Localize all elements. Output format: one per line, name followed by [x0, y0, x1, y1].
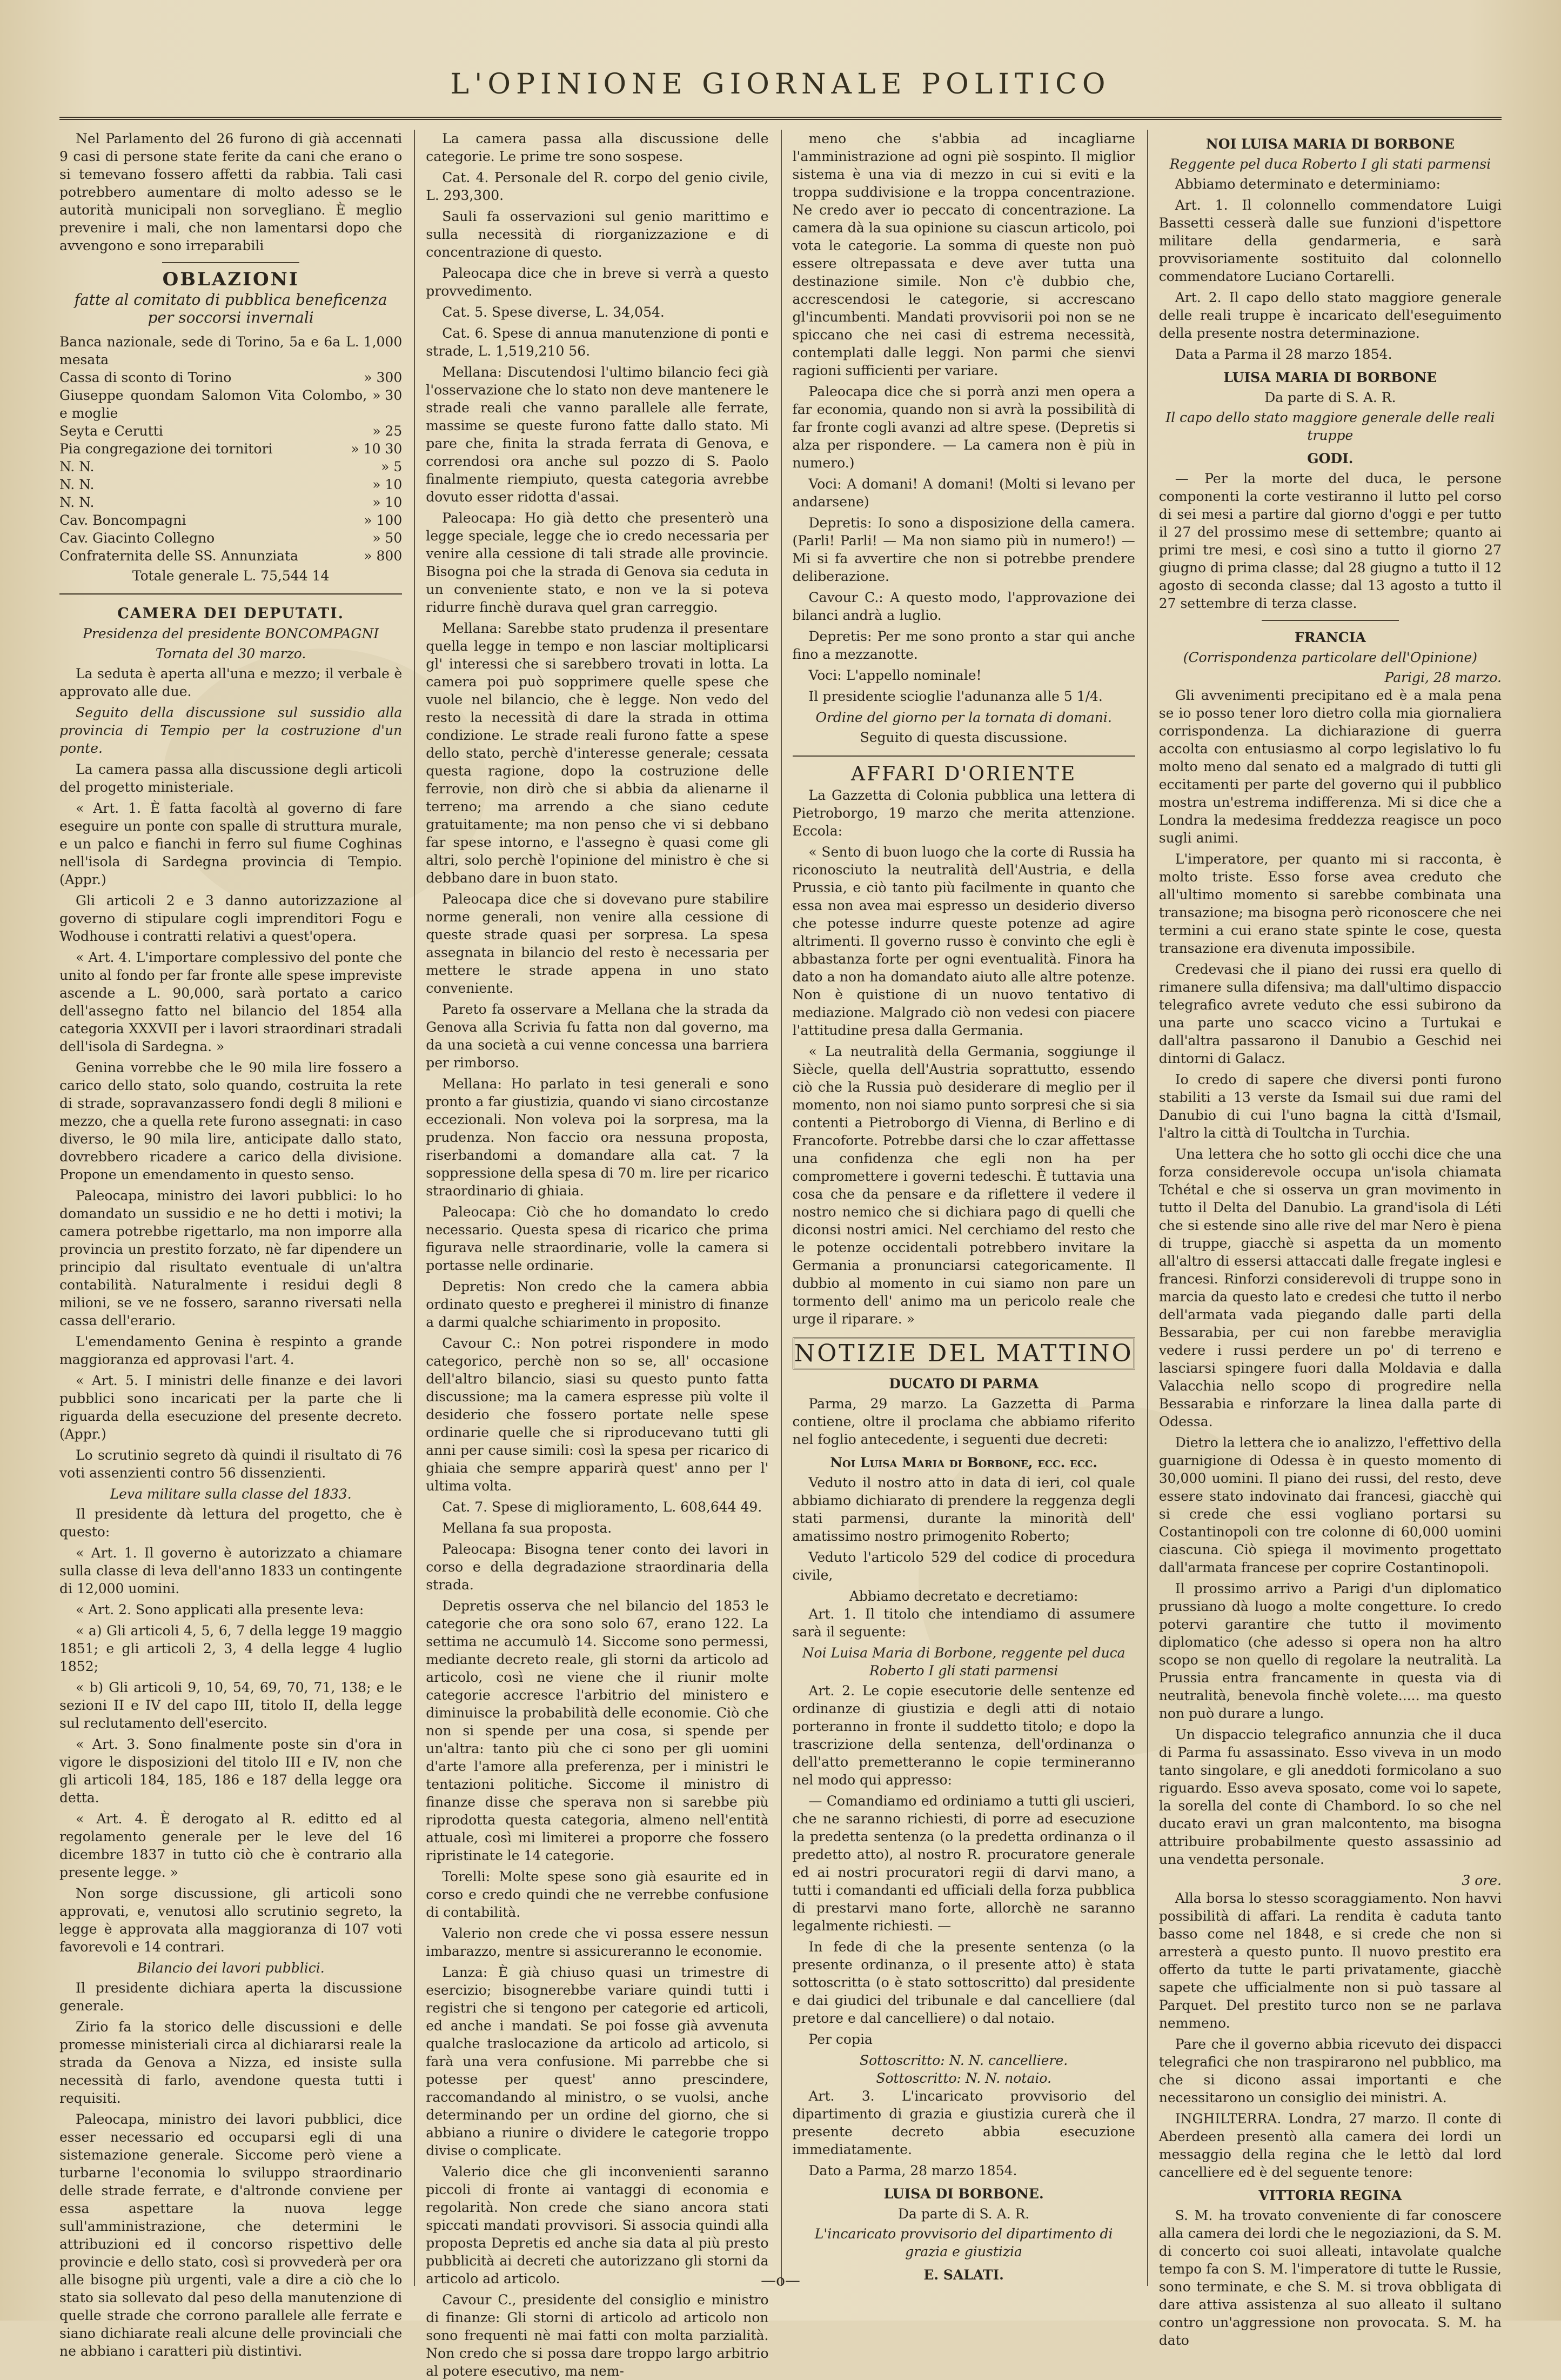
paragraph: Io credo di sapere che diversi ponti furono stabiliti a 13 verste da Ismail sui due rami del Danubio di cui l'uno bagna la città d'Ismail, l'altro la città di Toultcha in Turchia. — [1158, 1072, 1502, 1141]
paragraph: Paleocapa: Ho già detto che presenterò una legge speciale, legge che io credo necessaria per venire alla cessione di tali strade alle provincie. Bisogna poi che la strada di Genova sia ceduta in un conveniente stato, e non ve la si poteva ridurre finchè durava quel gran carreggio. — [426, 510, 769, 615]
paragraph: Una lettera che ho sotto gli occhi dice che una forza considerevole occupa un'isola chiamata Tchétal e che si osserva un gran movimento in tutto il Delta del Danubio. La grand'isola di Léti che si estende sino alle rive del mar Nero è piena di truppe, giacchè si aspetta da un momento all'altro di essersi attaccati dalle fregate inglesi e francesi. Rinforzi considerevoli di truppe sono in marcia da questo lato e credesi che tutto il nerbo dell'armata vada piegando dalle parti della Bessarabia, per cui non farebbe meraviglia vedere i russi perdere un po' di terreno e lasciarsi spingere fuori dalla Moldavia e dalla Valacchia nello scopo di progredire nella Bessarabia e rinforzare la linea dalla parte di Odessa. — [1158, 1146, 1502, 1429]
paragraph: Pareto fa osservare a Mellana che la strada da Genova alla Scrivia fu fatta non dal governo, ma da una società a cui venne concessa una barriera per rimborso. — [426, 1001, 769, 1071]
paragraph: Sottoscritto: N. N. notaio. — [876, 2070, 1051, 2086]
dateline: Parigi, 28 marzo. — [1384, 670, 1502, 685]
list-item: Cassa di sconto di Torino » 300 — [59, 370, 403, 385]
paragraph: Paleocapa dice che si porrà anzi men opera a far economia, quando non si avrà la possibilità di far fronte cogli avanzi ad altre spese. (Depretis si alza per rispondere. — La camera non è più in numero.) — [792, 384, 1135, 471]
paragraph: Non sorge discussione, gli articoli sono approvati, e, venutosi allo scrutinio segreto, la legge è approvata alla maggioranza di 107 voti favorevoli e 14 contrari. — [59, 1886, 403, 1955]
paragraph: Torelli: Molte spese sono già esaurite ed in corso e credo quindi che ne verrebbe confusione di contabilità. — [426, 1869, 769, 1920]
paragraph: Noi Luisa Maria di Borbone, reggente pel duca Roberto I gli stati parmensi — [802, 1645, 1125, 1679]
column-3 — [793, 130, 1135, 2286]
paragraph: Paleocapa dice che in breve si verrà a questo provvedimento. — [426, 265, 769, 299]
paragraph: Per copia — [808, 2031, 873, 2047]
paragraph: La camera passa alla discussione degli articoli del progetto ministeriale. — [59, 761, 403, 795]
paragraph: Paleocapa, ministro dei lavori pubblici: lo ho domandato un sussidio e ne ho detti i motivi; la camera potrebbe rigettarlo, ma non imporre alla provincia un prestito forzato, nè far dipendere un principio dal risultato eventuale di un'altra contabilità. Naturalmente i residui degli 8 milioni, se ve ne fossero, saranno riversati nella cassa dell'erario. — [59, 1188, 403, 1328]
list-item: Banca nazionale, sede di Torino, 5a e 6a mesata L. 1,000 — [59, 334, 403, 367]
paragraph: La Gazzetta di Colonia pubblica una lettera di Pietroborgo, 19 marzo che merita attenzione. Eccola: — [792, 787, 1135, 839]
paragraph: Valerio non crede che vi possa essere nessun imbarazzo, mentre si assicureranno le economie. — [426, 1926, 769, 1959]
paragraph: Mellana: Discutendosi l'ultimo bilancio feci già l'osservazione che lo stato non deve mantenere le strade reali che vanno parallele alle ferrate, massime se queste furono fatte dallo stato. Mi pare che, finita la strada ferrata di Genova, e correndosi ora anche sul pozzo di S. Paolo finalmente riempiuto, questa categoria avrebbe dovuto esser ridotta d'assai. — [426, 364, 769, 505]
paragraph: « Art. 5. I ministri delle finanze e dei lavori pubblici sono incaricati per la parte che li riguarda della esecuzione del presente decreto. (Appr.) — [59, 1373, 403, 1442]
paragraph: Art. 1. Il colonnello commendatore Luigi Bassetti cesserà dalle sue funzioni d'ispettore militare della gendarmeria, e sarà provvisoriamente sostituito dal colonnello commendatore Luciano Cortarelli. — [1158, 197, 1502, 284]
paragraph: « La neutralità della Germania, soggiunge il Siècle, quella dell'Austria soprattutto, essendo ciò che la Russia può desiderare di meglio per il momento, non noi siamo punto sorpresi che si sia contenti a Pietroborgo di Vienna, di Berlino e di Francoforte. Potrebbe darsi che lo czar affettasse una confidenza che egli non ha per compromettere i governi tedeschi. È tuttavia una cosa che da pensare e da riflettere il vedere il nostro nemico che si dichiara pago di quelli che diconsi nostri amici. Nel cerchiamo del resto che le potenze occidentali potrebbero invitare la Germania a pronunciarsi categoricamente. Il dubbio al momento in cui siamo non pare un tormento dell' animo ma un pericolo reale che urge il riparare. » — [792, 1044, 1135, 1327]
column-4 — [1158, 130, 1502, 2348]
column-2 — [426, 130, 769, 2379]
paragraph: Il prossimo arrivo a Parigi d'un diplomatico prussiano dà luogo a molte congetture. Io credo potervi garantire che tutto il movimento diplomatico (che adesso si opera non ha altro scopo se non quello di regolare la neutralità. La Prussia entra francamente in questa via di neutralità, benevola finchè volete..... ma questo non può durare a lungo. — [1158, 1581, 1502, 1721]
paragraph: Dato a Parma, 28 marzo 1854. — [808, 2163, 1017, 2178]
camera-title: CAMERA DEI DEPUTATI. — [117, 605, 345, 622]
paragraph: « Art. 4. L'importare complessivo del ponte che unito al fondo per far fronte alle spese impreviste ascende a L. 90,000, sarà portato a carico dell'assegno fatto nel bilancio del 1854 alla categoria XXXVII per i lavori straordinari stradali dell'isola di Sardegna. » — [59, 950, 403, 1054]
paragraph: Art. 2. Le copie esecutorie delle sentenze ed ordinanze di giustizia e degli atti di notaio porteranno in fronte il suddetto titolo; e dopo la trascrizione della sentenza, dell'ordinanza o dell'atto premetteranno le copie termineranno nel modo qui appresso: — [792, 1683, 1135, 1788]
list-item: N. N. » 10 — [59, 477, 403, 492]
signature-name: E. SALATI. — [923, 2267, 1004, 2283]
paragraph: Nel Parlamento del 26 furono di già accennati 9 casi di persone state ferite da cani che erano o si temevano fossero affetti da rabbia. Tali casi potrebbero aumentare di molto adesso se le autorità municipali non sorvegliano. È meglio prevenire i mali, che non lamentarsi dopo che avvengono e sono irreparabili — [59, 131, 403, 253]
paragraph: « a) Gli articoli 4, 5, 6, 7 della legge 19 maggio 1851; e gli articoli 2, 3, 4 della legge 4 luglio 1852; — [59, 1623, 403, 1674]
paragraph: Genina vorrebbe che le 90 mila lire fossero a carico dello stato, solo quando, costruita la rete di strade, sopravanzassero fondi degli 8 milioni e mezzo, che a quella rete furono assegnati: in caso diverso, le 90 mila lire, anticipate dallo stato, dovrebbero ricadere a carico della divisione. Propone un emendamento in questo senso. — [59, 1060, 403, 1182]
masthead — [59, 52, 1502, 120]
paragraph: Lanza: È già chiuso quasi un trimestre di esercizio; bisognerebbe variare quindi tutti i registri che si tengono per categorie ed articoli, ed anche i mandati. Se poi fosse già avvenuta qualche traslocazione da articolo ad articolo, si farà una vera confusione. Mi parrebbe che si potesse per quest' anno prescindere, raccomandando al ministro, o se vuolsi, anche determinando per un ordine del giorno, che si abbiano a riunire o dividere le categorie troppo divise o complicate. — [426, 1964, 769, 2158]
paragraph: Gli avvenimenti precipitano ed è a mala pena se io posso tener loro dietro colla mia giornaliera corrispondenza. La dichiarazione di guerra accolta con entusiasmo al corpo legislativo lo fu molto meno dal senato ed a malgrado di tutti gli eccitamenti per parte del governo qui il pubblico mostra un'estrema indifferenza. Mi si dice che a Londra la medesima freddezza reagisce un poco sugli animi. — [1158, 687, 1502, 846]
paragraph: L'incaricato provvisorio del dipartimento di grazia e giustizia — [814, 2226, 1113, 2259]
subheading: Reggente pel duca Roberto I gli stati parmensi — [1169, 156, 1491, 172]
subheading: (Corrispondenza particolare dell'Opinione) — [1183, 650, 1477, 665]
paragraph: Zirio fa la storico delle discussioni e delle promesse ministeriali circa al dichiararsi reale la strada da Genova a Nizza, ed insiste sulla necessità di farlo, avendone questa tutti i requisiti. — [59, 2019, 403, 2106]
paragraph: Cavour C.: A questo modo, l'approvazione dei bilanci andrà a luglio. — [792, 590, 1135, 623]
signature-name: GODI. — [1307, 451, 1354, 466]
list-item: Seyta e Cerutti » 25 — [59, 423, 403, 439]
paragraph: Abbiamo determinato e determiniamo: — [1175, 176, 1441, 192]
footer-mark: —o— — [761, 2271, 800, 2289]
paragraph: Mellana: Sarebbe stato prudenza il presentare quella legge in tempo e non lasciar moltiplicarsi gl' interessi che si sarebbero trovati in lotta. La camera poi può sopprimere quelle spese che vuole nel bilancio, che è legge. Non vedo del resto la necessità di dare la strada in ottima condizione. Le strade reali furono fatte a spese dello stato, perchè d'interesse generale; cessata questa ragione, dopo la costruzione delle ferrovie, non dirò che si abbia da alienarne il terreno; ma arrendo a che siano cedute gratuitamente; ma non penso che vi si debbano far spese intorno, e l'assegno è quasi come gli altri, solo perchè l'opinione del ministro è che si debbano dare in buon stato. — [426, 620, 769, 886]
subheading: Leva militare sulla classe del 1833. — [110, 1486, 352, 1502]
paragraph: Dietro la lettera che io analizzo, l'effettivo della guarnigione di Odessa è in questo momento di 30,000 uomini. Il piano dei russi, del resto, deve essere stato indovinato dai francesi, giacchè qui si crede che essi vogliano portarsi su Costantinopoli con tre colonne di 60,000 uomini ciascuna. Ciò spiega il movimento progettato dall'armata francese per coprire Costantinopoli. — [1158, 1435, 1502, 1575]
subheading: VITTORIA REGINA — [1258, 2188, 1402, 2203]
paragraph: Valerio dice che gli inconvenienti saranno piccoli di fronte ai vantaggi di economia e regolarità. Non crede che siano ancora stati spiccati mandati provvisori. Si associa quindi alla proposta Depretis ed anche sia data al più presto pubblicità ai decreti che autorizzano gli storni da articolo ad articolo. — [426, 2164, 769, 2287]
paragraph: « Art. 1. È fatta facoltà al governo di fare eseguire un ponte con spalle di struttura murale, e un palco e fianchi in ferro sul fiume Coghinas nell'isola di Sardegna provincia di Tempio. (Appr.) — [59, 800, 403, 887]
paragraph: Il presidente dà lettura del progetto, che è questo: — [59, 1506, 403, 1540]
paragraph: Voci: L'appello nominale! — [808, 667, 982, 683]
subheading: Noi Luisa Maria di Borbone, ecc. ecc. — [830, 1455, 1098, 1470]
newspaper-title: L'OPINIONE GIORNALE POLITICO — [450, 68, 1111, 101]
paragraph: Da parte di S. A. R. — [1264, 390, 1396, 405]
paragraph: Credevasi che il piano dei russi era quello di rimanere sulla difensiva; ma dall'ultimo dispaccio telegrafico avrete veduto che essi subirono da una parte uno scacco vicino a Turtukai e dall'altra passarono il Danubio a Geschid nei dintorni di Galacz. — [1158, 961, 1502, 1066]
paragraph: INGHILTERRA. Londra, 27 marzo. Il conte di Aberdeen presentò alla camera dei lordi un messaggio della regina che le lettò dal lord cancelliere ed è del seguente tenore: — [1158, 2111, 1502, 2180]
paragraph: Cat. 4. Personale del R. corpo del genio civile, L. 293,300. — [426, 170, 769, 203]
paragraph: meno che s'abbia ad incagliarne l'amministrazione ad ogni piè sospinto. Il miglior sistema è una via di mezzo in cui si eviti e la troppa suddivisione e la troppa concentrazione. Ne credo aver io peccato di concentrazione. La camera dà la sua opinione su ciascun articolo, poi vota le categorie. La somma di queste non può essere oltrepassata e deve aver tutta una destinazione simile. Non c'è dubbio che, accrescendosi le categorie, si accrescano gl'incumbenti. Mandati provvisorii poi non se ne spiccano che nei casi di estrema necessità, contemplati dalle leggi. Non parmi che sienvi ragioni sufficienti per variare. — [792, 131, 1135, 378]
subheading: Bilancio dei lavori pubblici. — [137, 1960, 325, 1976]
paragraph: Seguito di questa discussione. — [860, 730, 1068, 745]
subheading: FRANCIA — [1294, 630, 1366, 645]
paragraph: La seduta è aperta all'una e mezzo; il verbale è approvato alle due. — [59, 666, 403, 699]
paragraph: Data a Parma il 28 marzo 1854. — [1175, 346, 1392, 362]
paragraph: Depretis: Per me sono pronto a star qui anche fino a mezzanotte. — [792, 629, 1135, 662]
paragraph: Sottoscritto: N. N. cancelliere. — [860, 2053, 1068, 2068]
paragraph: Il presidente scioglie l'adunanza alle 5 1/4. — [808, 688, 1103, 704]
paragraph: La camera passa alla discussione delle categorie. Le prime tre sono sospese. — [426, 131, 769, 164]
list-item: Pia congregazione dei tornitori » 10 30 — [59, 441, 403, 457]
subheading: Ordine del giorno per la tornata di domani. — [815, 710, 1112, 725]
paragraph: Paleocapa: Bisogna tener conto dei lavori in corso e della degradazione straordinaria della strada. — [426, 1541, 769, 1593]
paragraph: Alla borsa lo stesso scoraggiamento. Non havvi possibilità di affari. La rendita è caduta tanto basso come nel 1848, e si crede che non si arresterà a questo punto. Il nuovo prestito era offerto da tutte le parti privatamente, giacchè sapete che ufficialmente non si può tassare al Parquet. Del prestito turco non se ne parlava nemmeno. — [1158, 1890, 1502, 2031]
column-1 — [59, 130, 403, 2359]
camera-date: Tornata del 30 marzo. — [155, 646, 306, 661]
paragraph: Cavour C., presidente del consiglio e ministro di finanze: Gli storni di articolo ad articolo non sono frequenti nè mai fatti con molta parzialità. Non credo che si possa dare troppo largo arbitrio al potere esecutivo, ma nem- — [426, 2292, 769, 2379]
oblazioni-title: OBLAZIONI — [162, 269, 299, 290]
affari-oriente-title: AFFARI D'ORIENTE — [850, 763, 1077, 785]
camera-presidency: Presidenza del presidente BONCOMPAGNI — [83, 626, 379, 641]
signature-name: LUISA MARIA DI BORBONE — [1223, 370, 1437, 385]
paragraph: Depretis: Non credo che la camera abbia ordinato questo e pregherei il ministro di finanze a darmi qualche schiarimento in proposito. — [426, 1279, 769, 1330]
list-item: N. N. » 10 — [59, 494, 403, 510]
paragraph: Un dispaccio telegrafico annunzia che il duca di Parma fu assassinato. Esso viveva in un modo tanto singolare, e gli aneddoti formicolano a suo riguardo. Esso aveva sposato, come voi lo sapete, la sorella del conte di Chambord. Io so che nel ducato eravi un gran malcontento, ma bisogna attribuire probabilmente questo assassinio ad una vendetta personale. — [1158, 1727, 1502, 1867]
list-item: Cav. Giacinto Collegno » 50 — [59, 530, 403, 546]
paragraph: Paleocapa, ministro dei lavori pubblici, dice esser necessario ed occuparsi egli di una sistemazione generale. Siccome però viene a turbarne l'economia lo sviluppo straordinario delle strade ferrate, e d'altronde conviene per essa aspettare la nuova legge sull'amministrazione, che determini le attribuzioni ed il concorso rispettivo delle provincie e dello stato, così si provvederà per ora alle bisogne più urgenti, vale a dire a ciò che lo stato sia sollevato dal peso della manutenzione di quelle strade che corrono parallele alle ferrate e siano dichiarate reali alcune delle provinciali che ne abbiano i caratteri più distintivi. — [59, 2111, 403, 2359]
paragraph: L'imperatore, per quanto mi si racconta, è molto triste. Esso forse avea creduto che all'ultimo momento si sarebbe combinata una transazione; ma bisogna però riconoscere che nei termini a cui erano state spinte le cose, questa transazione era divenuta impossibile. — [1158, 851, 1502, 956]
paragraph: Gli articoli 2 e 3 danno autorizzazione al governo di stipulare cogli imprenditori Fogu e Wodhouse i contratti relativi a quest'opera. — [59, 893, 403, 944]
paragraph: — Per la morte del duca, le persone componenti la corte vestiranno il lutto pel corso di sei mesi a partire dal giorno d'oggi e per tutto il 27 del prossimo mese di settembre; quanto ai primi tre mesi, e così sino a tutto il giorno 27 giugno di prima classe; dal 28 giugno a tutto il 12 agosto di seconda classe; dal 13 agosto a tutto il 27 settembre di terza classe. — [1158, 471, 1502, 611]
paragraph: Cat. 6. Spese di annua manutenzione di ponti e strade, L. 1,519,210 56. — [426, 325, 769, 359]
paragraph: « Sento di buon luogo che la corte di Russia ha riconosciuto la neutralità dell'Austria, e della Prussia, e ciò tanto più facilmente in quanto che essa non avea mai espresso un desiderio diverso che potesse indurre queste potenze ad agire altrimenti. Il governo russo è convinto che egli è abbastanza forte per ogni eventualità. Finora ha dato a non ha domandato aiuto alle altre potenze. Non è quistione di un nuovo tentativo di mediazione. Malgrado ciò non vedesi con piacere l'attitudine presa dalla Germania. — [792, 844, 1135, 1038]
paragraph: « Art. 1. Il governo è autorizzato a chiamare sulla classe di leva dell'anno 1833 un contingente di 12,000 uomini. — [59, 1545, 403, 1596]
paragraph: S. M. ha trovato conveniente di far conoscere alla camera dei lordi che le negoziazioni, da S. M. di concerto coi suoi alleati, intavolate qualche tempo fa con S. M. l'imperatore di tutte le Russie, sono terminate, e che S. M. si trova obbligata di dare attiva assistenza al suo alleato il sultano contro un'aggressione non provocata. S. M. ha dato — [1158, 2208, 1502, 2348]
paragraph: Art. 3. L'incaricato provvisorio del dipartimento di grazia e giustizia curerà che il presente decreto abbia esecuzione immediatamente. — [792, 2088, 1135, 2157]
paragraph: Art. 2. Il capo dello stato maggiore generale delle reali truppe è incaricato dell'eseguimento della presente nostra determinazione. — [1158, 290, 1502, 341]
dateline: 3 ore. — [1462, 1873, 1502, 1888]
paragraph: Cavour C.: Non potrei rispondere in modo categorico, perchè non so se, all' occasione dell'altro bilancio, siasi su questo punto fatta discussione; ma la camera espresse più volte il desiderio che fossero portate nelle spese ordinarie quelle che si riproducevano tutti gli anni per cause simili: così la spesa per ricarico di ghiaia che sempre apparirà quest' anno per l' ultima volta. — [426, 1335, 769, 1494]
paragraph: Lo scrutinio segreto dà quindi il risultato di 76 voti assenzienti contro 56 dissenzienti. — [59, 1447, 403, 1481]
paragraph: In fede di che la presente sentenza (o la presente ordinanza, o il presente atto) è stata sottoscritta (o è stato sottoscritto) dal presidente e dai giudici del tribunale e dal cancelliere (dal pretore e dal cancelliere) o dal notaio. — [792, 1939, 1135, 2026]
paragraph: Art. 1. Il titolo che intendiamo di assumere sarà il seguente: — [792, 1606, 1135, 1640]
paragraph: Paleocapa: Ciò che ho domandato lo credo necessario. Questa spesa di ricarico che prima figurava nelle straordinarie, volle la camera si portasse nelle ordinarie. — [426, 1204, 769, 1273]
paragraph: Parma, 29 marzo. La Gazzetta di Parma contiene, oltre il proclama che abbiamo riferito nel foglio antecedente, i seguenti due decreti: — [792, 1396, 1135, 1447]
notizie-mattino-title: NOTIZIE DEL MATTINO — [793, 1338, 1135, 1369]
paragraph: Depretis: Io sono a disposizione della camera. (Parli! Parli! — Ma non siamo più in numero!) — Mi si fa avvertire che non si potrebbe prendere deliberazione. — [792, 515, 1135, 584]
paragraph: Cat. 5. Spese diverse, L. 34,054. — [442, 304, 665, 320]
paragraph: Il capo dello stato maggiore generale delle reali truppe — [1165, 410, 1495, 443]
paragraph: Cat. 7. Spese di miglioramento, L. 608,644 49. — [442, 1499, 762, 1515]
list-item: Cav. Boncompagni » 100 — [59, 512, 403, 528]
list-item: Confraternita delle SS. Annunziata » 800 — [59, 548, 403, 564]
paragraph: Paleocapa dice che si dovevano pure stabilire norme generali, non venire alla cessione di queste strade quasi per sorpresa. La spesa assegnata in bilancio del resto è necessaria per mettere le strade appena in uno stato conveniente. — [426, 891, 769, 996]
paragraph: « Art. 3. Sono finalmente poste sin d'ora in vigore le disposizioni del titolo III e IV, non che gli articoli 184, 185, 186 e 187 della legge ora detta. — [59, 1736, 403, 1806]
paragraph: L'emendamento Genina è respinto a grande maggioranza ed approvasi l'art. 4. — [59, 1334, 403, 1367]
paragraph: Veduto l'articolo 529 del codice di procedura civile, — [792, 1549, 1135, 1583]
article-columns — [59, 130, 1502, 2379]
paragraph: Voci: A domani! A domani! (Molti si levano per andarsene) — [792, 476, 1135, 510]
signature-name: LUISA DI BORBONE. — [883, 2186, 1044, 2202]
paragraph: Mellana: Ho parlato in tesi generali e sono pronto a far giustizia, quando vi siano circostanze eccezionali. Non voleva poi la sorpresa, ma la prudenza. Non faccio ora nessuna proposta, riserbandomi a domandare alla cat. 7 la soppressione della spesa di 70 m. lire per ricarico straordinario di ghiaia. — [426, 1076, 769, 1199]
paragraph: Depretis osserva che nel bilancio del 1853 le categorie che ora sono solo 67, erano 122. La settima ne accumulò 14. Siccome sono permessi, mediante decreto reale, gli storni da articolo ad articolo, così ne viene che il riunir molte categorie accresce l'arbitrio del ministero e diminuisce la probabilità delle economie. Ciò che non si spende per una cosa, si spende per un'altra: tanto più che ci sono per gli uomini d'arte l'amore alla preferenza, per i ministri le tentazioni politiche. Siccome il ministro di finanze disse che sperava non si sarebbe più riprodotta questa categoria, almeno nell'entità attuale, così mi limiterei a proporre che fossero ripristinate le 14 categorie. — [426, 1598, 769, 1863]
paragraph: Da parte di S. A. R. — [897, 2206, 1030, 2222]
oblazioni-list — [59, 333, 402, 565]
subheading: DUCATO DI PARMA — [889, 1376, 1039, 1392]
paragraph: Il presidente dichiara aperta la discussione generale. — [59, 1980, 403, 2014]
oblazioni-subtitle: fatte al comitato di pubblica beneficenza per soccorsi invernali — [74, 291, 387, 326]
paragraph: Pare che il governo abbia ricevuto dei dispacci telegrafici che non traspirarono nel pubblico, ma che si dicono assai importanti e che necessitarono un consiglio dei ministri. A. — [1158, 2036, 1502, 2105]
list-item: Giuseppe quondam Salomon Vita Colombo, e moglie » 30 — [59, 387, 403, 421]
paragraph: Mellana fa sua proposta. — [442, 1520, 612, 1536]
oblazioni-total: Totale generale L. 75,544 14 — [132, 568, 330, 584]
subheading: NOI LUISA MARIA DI BORBONE — [1205, 136, 1455, 152]
list-item: N. N. » 5 — [59, 459, 403, 474]
paragraph: « Art. 4. È derogato al R. editto ed al regolamento generale per le leve del 16 dicembre 1837 in tutto ciò che è contrario alla presente legge. » — [59, 1811, 403, 1880]
paragraph: Veduto il nostro atto in data di ieri, col quale abbiamo dichiarato di prendere la reggenza degli stati parmensi, durante la minorità dell' amatissimo nostro primogenito Roberto; — [792, 1475, 1135, 1544]
paragraph: — Comandiamo ed ordiniamo a tutti gli uscieri, che ne saranno richiesti, di porre ad esecuzione la predetta sentenza (o la predetta ordinanza o il predetto atto), al nostro R. procuratore generale ed ai nostri procuratori regii di darvi mano, a tutti i comandanti ed ufficiali della forza pubblica di prestarvi mano forte, allorchè ne saranno legalmente richiesti. — — [792, 1793, 1135, 1934]
paragraph: Sauli fa osservazioni sul genio marittimo e sulla necessità di riorganizzazione e di concentrazione di questo. — [426, 209, 769, 260]
paragraph: Seguito della discussione sul sussidio alla provincia di Tempio per la costruzione d'un ponte. — [59, 705, 403, 756]
paragraph: « Art. 2. Sono applicati alla presente leva: — [76, 1602, 364, 1617]
paragraph: Abbiamo decretato e decretiamo: — [849, 1588, 1078, 1604]
paragraph: « b) Gli articoli 9, 10, 54, 69, 70, 71, 138; e le sezioni II e IV del capo III, titolo II, della legge sul reclutamento dell'esercito. — [59, 1680, 403, 1731]
